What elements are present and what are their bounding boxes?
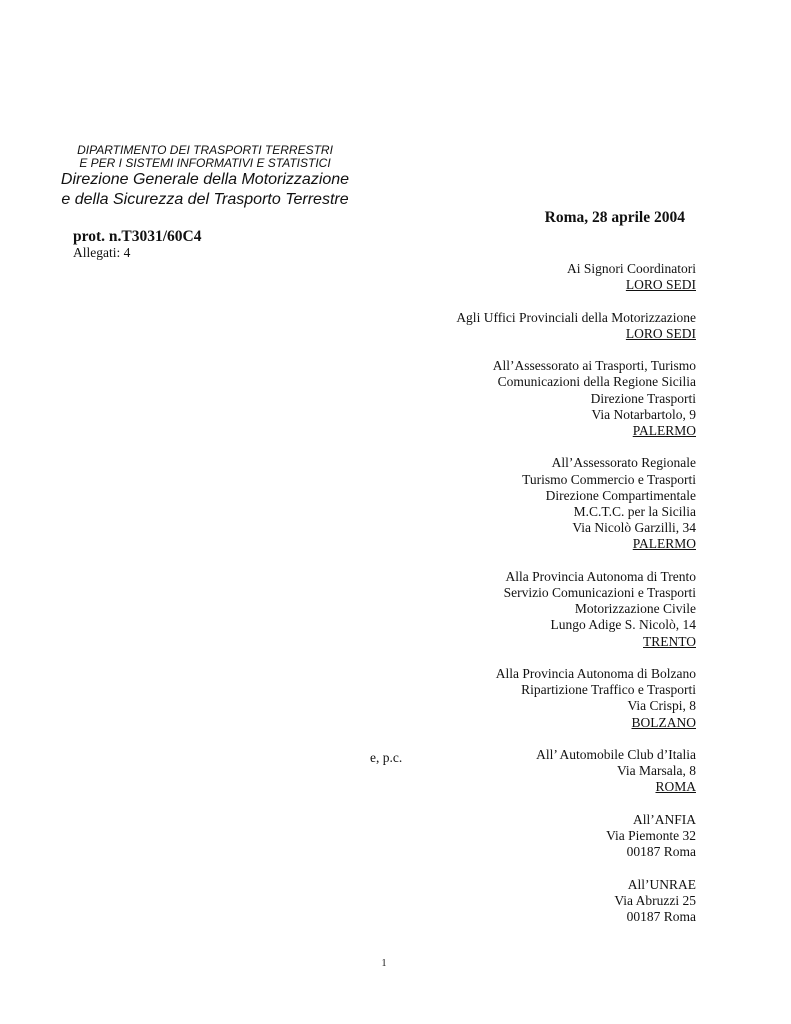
recipient-line: Lungo Adige S. Nicolò, 14 [550,617,696,633]
recipient-line: 00187 Roma [626,909,696,924]
recipient-line: Agli Uffici Provinciali della Motorizzazione [456,309,696,325]
direzione-line-1: Direzione Generale della Motorizzazione [60,171,350,188]
recipient-city [296,634,696,650]
recipient-city [296,536,696,552]
recipient-line: Via Piemonte 32 [606,828,696,843]
recipient-city-text: TRENTO [643,633,696,649]
recipient-block [296,310,696,342]
recipient-city-text: ROMA [655,779,696,795]
recipient-block [296,569,696,650]
page-number: 1 [381,958,387,969]
recipient-city-text: LORO SEDI [625,277,696,293]
department-line-1: DIPARTIMENTO DEI TRASPORTI TERRESTRI [77,143,333,157]
letterhead [60,144,350,210]
recipient-block [296,455,696,552]
recipient-block [296,666,696,731]
recipient-block [296,812,696,861]
recipient-line: Motorizzazione Civile [574,601,696,617]
recipient-line: All’UNRAE [627,876,696,892]
recipient-line: Ai Signori Coordinatori [567,261,696,276]
recipient-line: Alla Provincia Autonoma di Trento [505,568,696,584]
department-line-2: E PER I SISTEMI INFORMATIVI E STATISTICI [79,156,331,170]
recipient-line: Servizio Comunicazioni e Trasporti [503,585,696,600]
recipient-line: Alla Provincia Autonoma di Bolzano [495,666,696,681]
recipient-block [296,261,696,293]
recipient-line: Via Abruzzi 25 [614,892,696,908]
recipient-line: All’Assessorato Regionale [551,455,696,471]
recipient-block [296,877,696,926]
recipient-line: M.C.T.C. per la Sicilia [573,504,696,519]
recipient-line: Comunicazioni della Regione Sicilia [497,374,696,390]
recipient-block [296,358,696,439]
direzione-line-2: e della Sicurezza del Trasporto Terrestre [61,191,349,208]
recipient-list [296,261,696,941]
recipient-city [296,277,696,293]
recipient-block [296,747,696,796]
recipient-line: 00187 Roma [626,844,696,860]
recipient-city [296,326,696,342]
recipient-city [296,779,696,795]
recipient-city-text: PALERMO [632,423,696,438]
recipient-line: Ripartizione Traffico e Trasporti [521,682,696,698]
recipient-city-text: LORO SEDI [625,325,696,341]
recipient-line: Via Notarbartolo, 9 [591,406,696,422]
recipient-city [296,715,696,731]
attachments-count: Allegati: 4 [73,245,131,260]
cc-label: e, p.c. [370,750,403,765]
recipient-city [296,423,696,439]
protocol-number: prot. n.T3031/60C4 [73,228,202,245]
recipient-city-text: PALERMO [632,536,696,552]
recipient-line: Direzione Compartimentale [545,487,696,503]
letter-date: Roma, 28 aprile 2004 [544,209,685,226]
recipient-line: Via Nicolò Garzilli, 34 [572,520,696,536]
recipient-line: All’ Automobile Club d’Italia [536,747,696,762]
recipient-line: All’Assessorato ai Trasporti, Turismo [492,358,696,374]
recipient-line: Via Marsala, 8 [616,763,696,779]
recipient-city-text: BOLZANO [631,714,696,730]
recipient-line: All’ANFIA [633,811,696,827]
recipient-line: Turismo Commercio e Trasporti [522,471,696,487]
recipient-line: Direzione Trasporti [590,390,696,406]
recipient-line: Via Crispi, 8 [627,698,696,714]
